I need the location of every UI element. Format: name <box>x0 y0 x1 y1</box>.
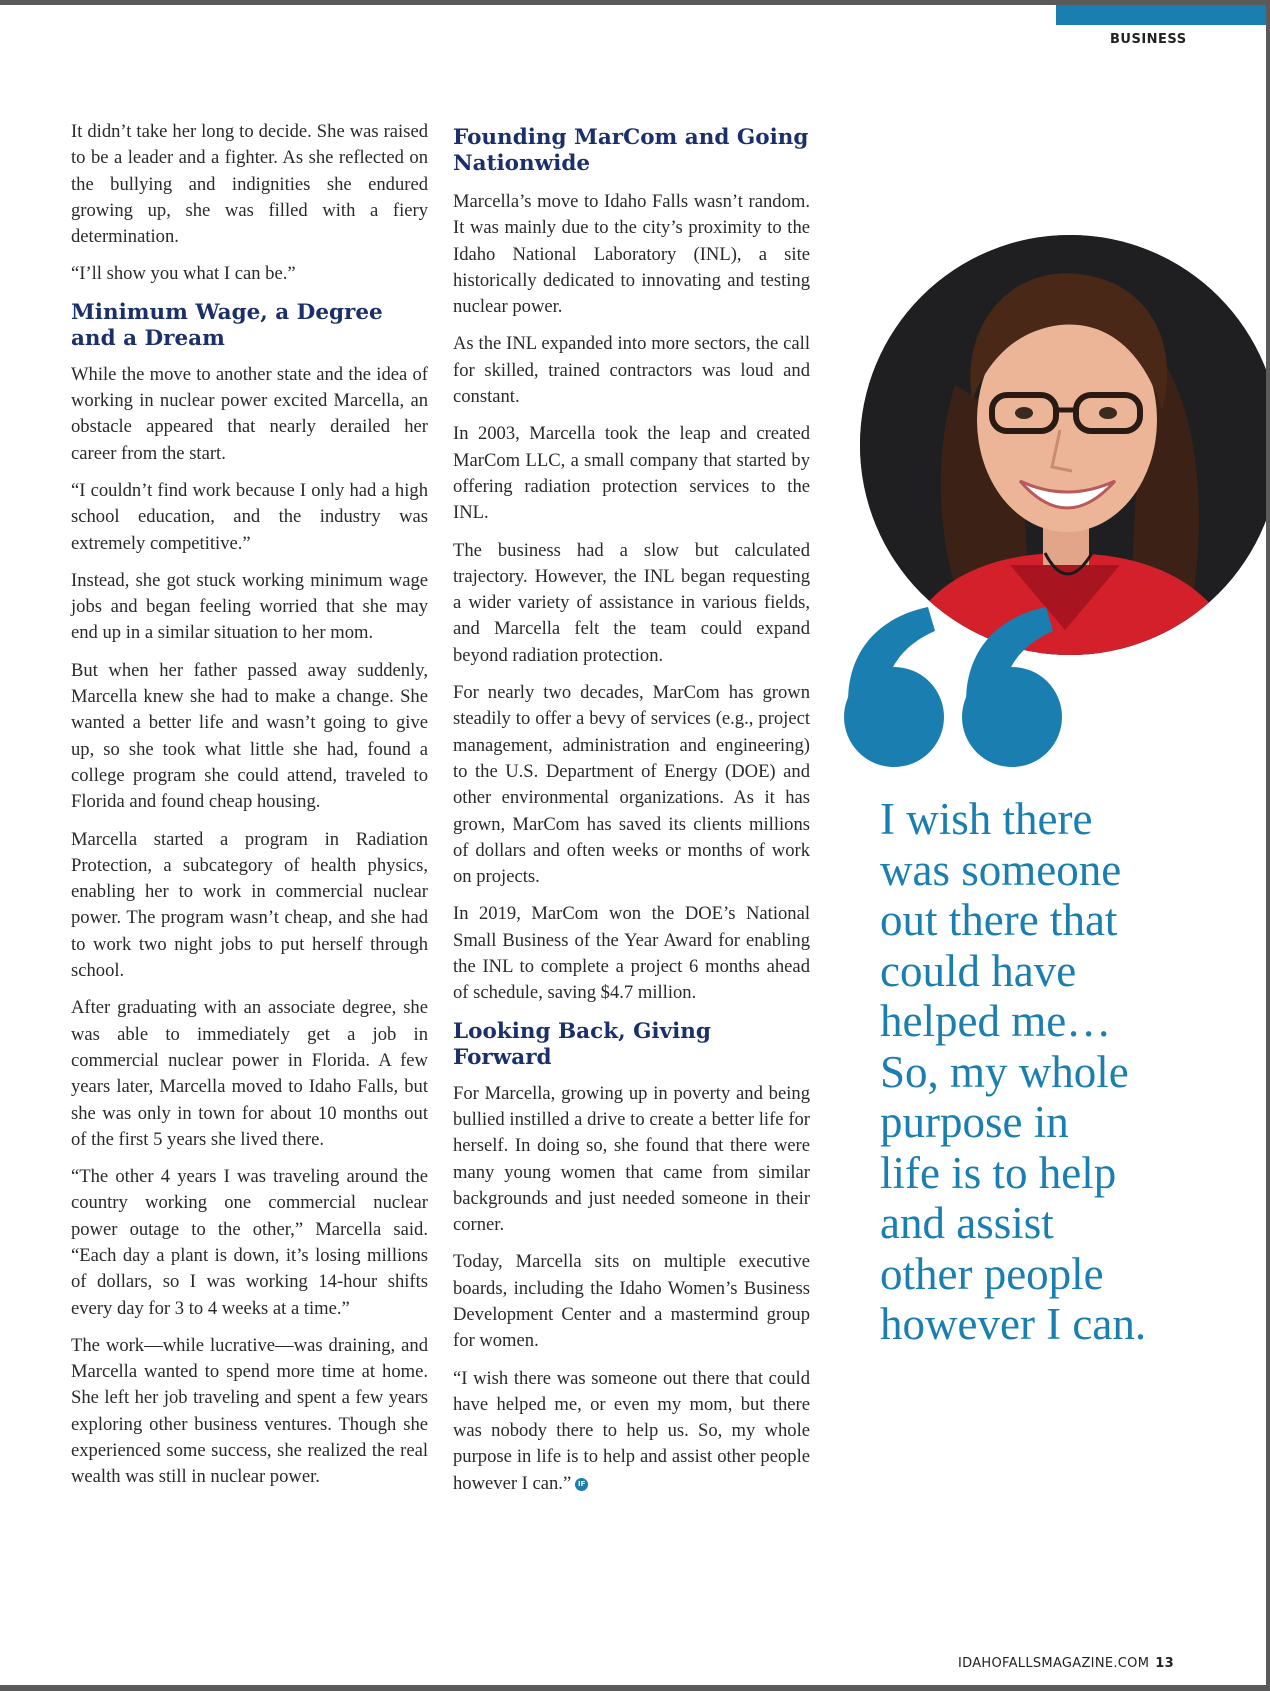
pull-quote-line: life is to help <box>880 1147 1117 1198</box>
pull-quote-line: other people <box>880 1248 1104 1299</box>
paragraph: As the INL expanded into more sectors, the call for skilled, trained contractors was loud and constant. <box>453 333 810 408</box>
portrait-photo <box>860 235 1266 655</box>
subheading: Looking Back, Giving Forward <box>453 1018 711 1070</box>
pull-quote-line: and assist <box>880 1198 1054 1248</box>
paragraph: “I couldn’t find work because I only had a high school education, and the industry was extremely competitive.” <box>71 479 428 554</box>
paragraph: It didn’t take her long to decide. She was raised to be a leader and a fighter. As she reflected on the bullying and indignities she endured growing up, she was filled with a fiery determination. <box>71 121 428 248</box>
paragraph: Today, Marcella sits on multiple executive boards, including the Idaho Women’s Business Development Center and a mastermind group for women. <box>453 1251 810 1352</box>
page-number: 13 <box>1155 1656 1174 1671</box>
article-column-middle <box>453 189 810 1508</box>
pull-quote-line: was someone <box>880 844 1122 895</box>
paragraph <box>453 1366 810 1497</box>
pull-quote-line: So, my whole <box>880 1046 1129 1097</box>
paragraph: Marcella’s move to Idaho Falls wasn’t random. It was mainly due to the city’s proximity to the Idaho National Laboratory (INL), a site historically dedicated to innovating and testing nuclear power. <box>453 191 810 318</box>
paragraph: In 2003, Marcella took the leap and created MarCom LLC, a small company that started by offering radiation protection services to the INL. <box>453 423 810 524</box>
page-footer <box>958 1656 1174 1671</box>
section-label: BUSINESS <box>1110 32 1187 47</box>
paragraph: For nearly two decades, MarCom has grown steadily to offer a bevy of services (e.g., project management, administration and engineering) to the U.S. Department of Energy (DOE) and other environmental organizations. As it has grown, MarCom has saved its clients millions of dollars and often weeks or months of work on projects. <box>453 682 810 888</box>
pull-quote-line: out there that <box>880 895 1118 945</box>
pull-quote-line: purpose in <box>880 1097 1069 1147</box>
paragraph: “I’ll show you what I can be.” <box>71 263 296 285</box>
closing-quote-text: “I wish there was someone out there that could have helped me, or even my mom, but there was nobody there to help us. So, my whole purpose in life is to help and assist other people however I can.” <box>453 1367 810 1494</box>
paragraph: Instead, she got stuck working minimum wage jobs and began feeling worried that she may end up in a similar situation to her mom. <box>71 569 428 644</box>
portrait-illustration <box>860 235 1266 655</box>
pull-quote <box>880 794 1260 1350</box>
pull-quote-line: helped me… <box>880 996 1112 1046</box>
paragraph: The work—while lucrative—was draining, and Marcella wanted to spend more time at home. She left her job traveling and spent a few years exploring other business ventures. Though she experienced some success, she realized the real wealth was still in nuclear power. <box>71 1334 428 1488</box>
end-of-article-icon: IF <box>575 1478 588 1491</box>
paragraph: Marcella started a program in Radiation Protection, a subcategory of health physics, enabling her to work in commercial nuclear power. The program wasn’t cheap, and she had to work two night jobs to put herself through school. <box>71 828 428 982</box>
subheading: Founding MarCom and Going Nationwide <box>453 125 809 176</box>
paragraph: The business had a slow but calculated trajectory. However, the INL began requesting a wider variety of assistance in various fields, and Marcella felt the team could expand beyond radiation protection. <box>453 539 810 666</box>
footer-site: IDAHOFALLSMAGAZINE.COM <box>958 1656 1150 1671</box>
article-column-left <box>71 119 428 1502</box>
paragraph: In 2019, MarCom won the DOE’s National Small Business of the Year Award for enabling the INL to complete a project 6 months ahead of schedule, saving $4.7 million. <box>453 903 810 1004</box>
paragraph: After graduating with an associate degree, she was able to immediately get a job in commercial nuclear power in Florida. A few years later, Marcella moved to Idaho Falls, but she was only in town for about 10 months out of the first 5 years she lived there. <box>71 997 428 1150</box>
paragraph: “The other 4 years I was traveling around the country working one commercial nuclear power outage to the other,” Marcella said. “Each day a plant is down, it’s losing millions of dollars, so I was working 14-hour shifts every day for 3 to 4 weeks at a time.” <box>71 1166 428 1319</box>
section-color-bar <box>1056 5 1266 25</box>
pull-quote-line: however I can. <box>880 1299 1147 1349</box>
magazine-page <box>0 5 1266 1685</box>
paragraph: But when her father passed away suddenly, Marcella knew she had to make a change. She wanted a better life and wasn’t going to give up, so she took what little she had, found a college program she could attend, traveled to Florida and found cheap housing. <box>71 659 428 813</box>
pull-quote-line: I wish there <box>880 794 1093 844</box>
pull-quote-line: could have <box>880 945 1077 996</box>
subheading: Minimum Wage, a Degree and a Dream <box>71 299 383 351</box>
paragraph: While the move to another state and the idea of working in nuclear power excited Marcella, an obstacle appeared that nearly derailed her career from the start. <box>71 363 428 464</box>
quotation-mark-icon <box>828 605 1072 771</box>
paragraph: For Marcella, growing up in poverty and being bullied instilled a drive to create a better life for herself. In doing so, she found that there were many young women that came from similar backgrounds and just needed someone in their corner. <box>453 1082 810 1236</box>
